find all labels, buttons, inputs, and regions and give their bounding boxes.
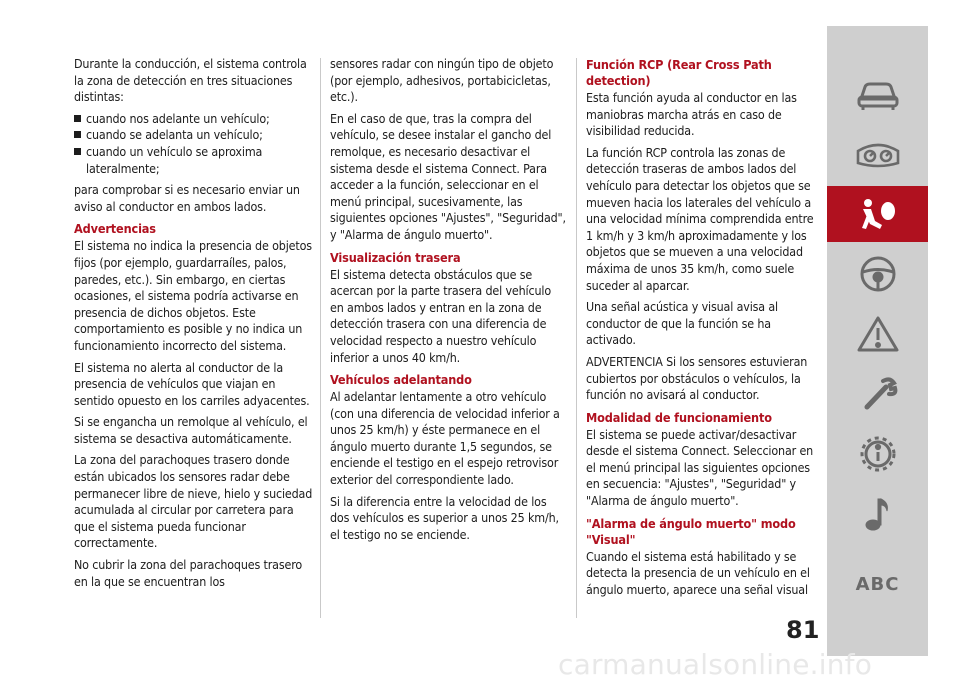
chapter-sidebar: [827, 26, 928, 656]
paragraph-rcp-warning: ADVERTENCIA Si los sensores estuvieran cubiertos por obstáculos o vehículos, la función no avisará al conductor.: [586, 353, 808, 403]
sidebar-item-dashboard[interactable]: [827, 126, 928, 182]
heading-operating-mode: Modalidad de funcionamiento: [586, 409, 772, 425]
dashboard-gauges-icon: [855, 135, 901, 173]
sidebar-item-maintenance[interactable]: [827, 366, 928, 422]
watermark: carmanualsonline.info: [558, 648, 873, 681]
bullet-square-icon: [74, 148, 81, 155]
music-note-icon: [855, 495, 901, 533]
paragraph-warning-3: Si se engancha un remolque al vehículo, el sistema se desactiva automáticamente.: [74, 414, 308, 446]
alphabetical-index-icon: ABC: [855, 573, 900, 595]
heading-rear-view: Visualización trasera: [330, 249, 461, 265]
sidebar-item-driving[interactable]: [827, 246, 928, 302]
steering-wheel-icon: [855, 255, 901, 293]
sidebar-item-technical-data[interactable]: [827, 426, 928, 482]
sidebar-item-emergency[interactable]: [827, 306, 928, 362]
paragraph-warning-2: El sistema no alerta al conductor de la presencia de vehículos que viajan en sentido opuesto en los carriles adyacentes.: [74, 359, 310, 408]
sidebar-item-multimedia[interactable]: [827, 486, 928, 542]
paragraph-rear-view: El sistema detecta obstáculos que se acercan por la parte trasera del vehículo en ambos lados y entran en la zona de detección trasera con una diferencia de velocidad respecto a nuestro vehículo inferior a unos 40 km/h.: [330, 266, 551, 365]
paragraph-compare: para comprobar si es necesario enviar un aviso al conductor en ambos lados.: [74, 182, 300, 214]
warning-triangle-icon: [855, 315, 901, 353]
paragraph-trailer: En el caso de que, tras la compra del vehículo, se desee instalar el gancho del remolque, es necesario desactivar el sistema desde el sistema Connect. Para acceder a la función, seleccionar en el menú principal, sucesivamente, las siguientes opciones "Ajustes", "Seguridad", y "Alarma de ángulo muerto".: [330, 110, 566, 242]
text-column-2: [330, 56, 566, 548]
bullet-item: cuando se adelanta un vehículo;: [74, 127, 314, 144]
paragraph-visual-mode: Cuando el sistema está habilitado y se detecta la presencia de un vehículo en el ángulo muerto, aparece una señal visual: [586, 548, 810, 597]
heading-warnings: Advertencias: [74, 221, 156, 237]
paragraph-rcp-1: Esta función ayuda al conductor en las maniobras marcha atrás en caso de visibilidad reducida.: [586, 90, 797, 139]
paragraph-warning-4: La zona del parachoques trasero donde están ubicados los sensores radar debe permanecer libre de nieve, hielo y suciedad acumulada al circular por carretera para que el sistema pueda funcionar correctamente.: [74, 452, 313, 551]
text-column-1: [74, 56, 314, 595]
paragraph-rcp-3: Una señal acústica y visual avisa al conductor de que la función se ha activado.: [586, 299, 778, 348]
sidebar-item-vehicle[interactable]: [827, 66, 928, 122]
paragraph-operating-mode: El sistema se puede activar/desactivar desde el sistema Connect. Seleccionar en el menú principal las siguientes opciones en secuencia: "Ajustes", "Seguridad" y "Alarma de ángulo muerto".: [586, 426, 814, 509]
bullet-item: cuando un vehículo se aproxima lateralmente;: [74, 144, 314, 177]
paragraph-overtaking-2: Si la diferencia entre la velocidad de los dos vehículos es superior a unos 25 km/h, el testigo no se enciende.: [330, 493, 559, 542]
page-number: 81: [786, 616, 820, 644]
bullet-square-icon: [74, 131, 81, 138]
heading-rcp: Función RCP (Rear Cross Path detection): [586, 57, 772, 88]
heading-visual-mode: "Alarma de ángulo muerto" modo "Visual": [586, 515, 796, 547]
car-icon: [855, 75, 901, 113]
gear-info-icon: [855, 435, 901, 473]
bullet-square-icon: [74, 115, 81, 122]
paragraph-overtaking-1: Al adelantar lentamente a otro vehículo (con una diferencia de velocidad inferior a unos 25 km/h) y éste permanece en el ángulo muerto durante 1,5 segundos, se enciende el testigo en el espejo retrovisor exterior del correspondiente lado.: [330, 389, 560, 488]
column-divider: [320, 58, 321, 618]
paragraph-continued: sensores radar con ningún tipo de objeto (por ejemplo, adhesivos, portabicicletas, etc.).: [330, 56, 554, 105]
airbag-seatbelt-icon: [855, 195, 901, 233]
paragraph-rcp-2: La función RCP controla las zonas de detección traseras de ambos lados del vehículo para detectar los objetos que se mueven hacia los laterales del vehículo a una velocidad mínima comprendida entre 1 km/h y 3 km/h aproximadamente y los objetos que se mueven a una velocidad máxima de unos 35 km/h, como suele suceder al aparcar.: [586, 144, 814, 293]
paragraph-warning-1: El sistema no indica la presencia de objetos fijos (por ejemplo, guardarraíles, palos, paredes, etc.). Sin embargo, en ciertas ocasiones, el sistema podría activarse en presencia de dichos objetos. Este comportamiento es posible y no indica un funcionamiento incorrecto del sistema.: [74, 238, 312, 353]
text-column-3: [586, 56, 820, 603]
heading-overtaking: Vehículos adelantando: [330, 372, 472, 388]
wrench-icon: [855, 375, 901, 413]
column-divider: [576, 58, 577, 618]
bullet-item: cuando nos adelante un vehículo;: [74, 111, 314, 128]
sidebar-item-safety[interactable]: [827, 186, 928, 242]
paragraph-warning-5: No cubrir la zona del parachoques trasero en la que se encuentran los: [74, 557, 303, 589]
paragraph-intro: Durante la conducción, el sistema controla la zona de detección en tres situaciones distintas:: [74, 56, 307, 105]
sidebar-item-index[interactable]: [827, 556, 928, 612]
